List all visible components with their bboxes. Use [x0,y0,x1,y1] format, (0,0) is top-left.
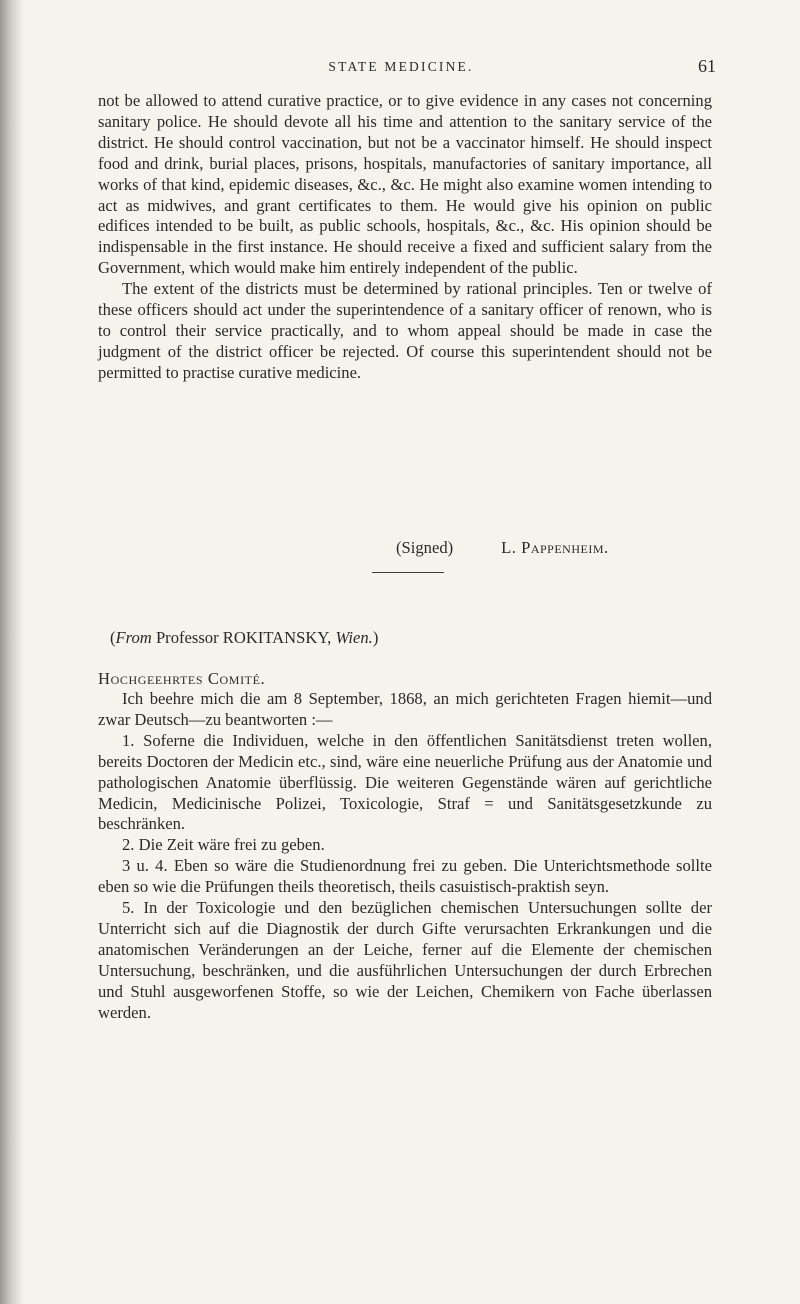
german-paragraph: 2. Die Zeit wäre frei zu geben. [122,835,325,855]
signed-label: (Signed) [396,538,454,557]
source-from: From [115,628,152,647]
english-paragraph: not be allowed to attend curative practice, or to give evidence in any cases not concerning sanitary police. He should devote all his time and attention to the sanitary service of the district. He should control vaccination, but not be a vaccinator himself. He should inspect food and drink, burial places, prisons, hospitals, manufactories of sanitary importance, all works of that kind, epidemic diseases, &c., &c. He might also examine women intending to act as midwives, and grant certificates to them. He would give his opinion on public edifices intended to be built, as public schools, hospitals, &c., &c. His opinion should be indispensable in the first instance. He should receive a fixed and sufficient salary from the Government, which would make him entirely independent of the public. [98,91,712,278]
german-paragraph: 3 u. 4. Eben so wäre die Studienordnung frei zu geben. Die Unterichtsmethode sollte eben so wie die Prüfungen theils theoretisch, theils casuistisch-praktish seyn. [98,856,712,897]
running-head [86,56,716,80]
source-city: Wien. [335,628,373,647]
german-paragraph: 5. In der Toxicologie und den bezüglichen chemischen Untersuchungen sollte der Unterricht sich auf die Diagnostik der durch Gifte verursachten Erkrankungen und die anatomischen Veränderungen an der Leiche, ferner auf die Elemente der chemischen Untersuchung, beschränken, und die ausführlichen Untersuchungen der durch Erbrechen und Stuhl ausgeworfenen Stoffe, so wie der Leichen, Chemikern von Fache überlassen werden. [98,898,712,1022]
page-binding-shadow [0,0,24,1304]
german-section [98,689,712,1024]
signature-line [396,538,609,558]
english-section [98,91,712,384]
running-title: STATE MEDICINE. [328,59,474,74]
salutation: Hochgeehrtes Comité. [98,669,266,688]
source-title: Professor [155,628,219,647]
signatory-name: L. Pappenheim. [501,538,609,557]
german-paragraph: Ich beehre mich die am 8 September, 1868, an mich gerichteten Fragen hiemit—und zwar Deutsch—zu beantworten :— [98,689,712,729]
section-divider [372,572,444,573]
page-number: 61 [698,56,716,76]
letter-source: (From Professor ROKITANSKY, Wien.) [110,628,379,647]
english-paragraph: The extent of the districts must be determined by rational principles. Ten or twelve of these officers should act under the superintendence of a sanitary officer of renown, who is to control their service practically, and to whom appeal should be made in case the judgment of the district officer be rejected. Of course this superintendent should not be permitted to practise curative medicine. [98,279,712,382]
source-author: ROKITANSKY, [222,628,332,647]
german-paragraph: 1. Soferne die Individuen, welche in den öffentlichen Sanitätsdienst treten wollen, bereits Doctoren der Medicin etc., sind, wäre eine neuerliche Prüfung aus der Anatomie und pathologischen Anatomie überflüssig. Die weiteren Gegenstände wären auf gerichtliche Medicin, Medicinische Polizei, Toxicologie, Straf = und Sanitätsgesetzkunde zu beschränken. [98,730,712,834]
